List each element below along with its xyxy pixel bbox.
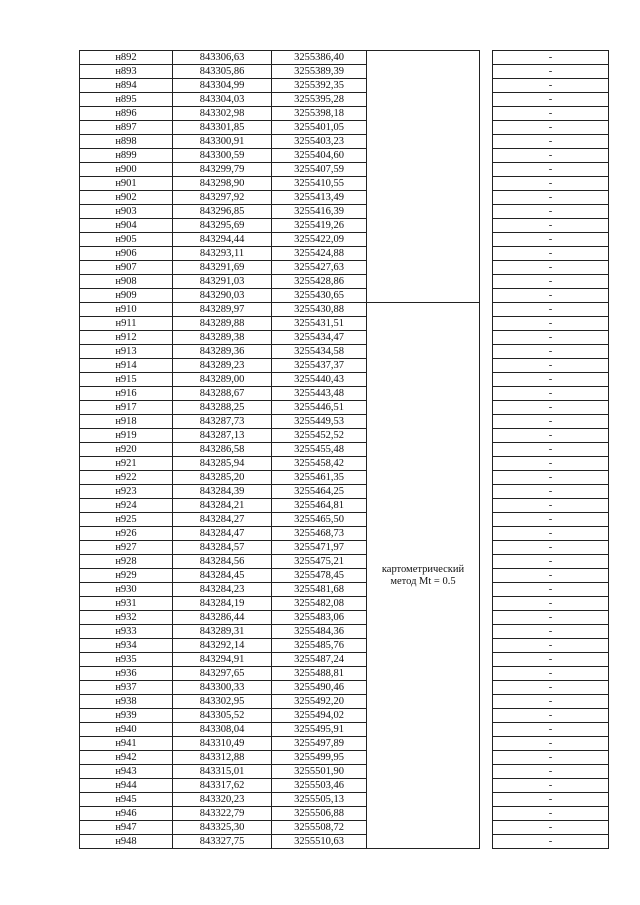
y-coordinate-cell: 3255431,51 bbox=[272, 317, 367, 331]
note-cell: - bbox=[493, 611, 609, 625]
x-coordinate-cell: 843288,25 bbox=[173, 401, 272, 415]
table-row bbox=[80, 107, 609, 121]
x-coordinate-cell: 843289,88 bbox=[173, 317, 272, 331]
table-row bbox=[80, 653, 609, 667]
point-name-cell: н897 bbox=[80, 121, 173, 135]
point-name-cell: н910 bbox=[80, 303, 173, 317]
point-name-cell: н930 bbox=[80, 583, 173, 597]
x-coordinate-cell: 843304,99 bbox=[173, 79, 272, 93]
table-row bbox=[80, 331, 609, 345]
point-name-cell: н893 bbox=[80, 65, 173, 79]
point-name-cell: н896 bbox=[80, 107, 173, 121]
x-coordinate-cell: 843286,58 bbox=[173, 443, 272, 457]
table-row bbox=[80, 471, 609, 485]
note-cell: - bbox=[493, 233, 609, 247]
x-coordinate-cell: 843293,11 bbox=[173, 247, 272, 261]
y-coordinate-cell: 3255392,35 bbox=[272, 79, 367, 93]
coordinates-table-body bbox=[80, 51, 609, 849]
y-coordinate-cell: 3255483,06 bbox=[272, 611, 367, 625]
y-coordinate-cell: 3255510,63 bbox=[272, 835, 367, 849]
note-cell: - bbox=[493, 597, 609, 611]
note-cell: - bbox=[493, 583, 609, 597]
x-coordinate-cell: 843315,01 bbox=[173, 765, 272, 779]
point-name-cell: н898 bbox=[80, 135, 173, 149]
y-coordinate-cell: 3255492,20 bbox=[272, 695, 367, 709]
y-coordinate-cell: 3255404,60 bbox=[272, 149, 367, 163]
point-name-cell: н929 bbox=[80, 569, 173, 583]
y-coordinate-cell: 3255485,76 bbox=[272, 639, 367, 653]
table-row bbox=[80, 737, 609, 751]
point-name-cell: н917 bbox=[80, 401, 173, 415]
point-name-cell: н916 bbox=[80, 387, 173, 401]
point-name-cell: н940 bbox=[80, 723, 173, 737]
point-name-cell: н937 bbox=[80, 681, 173, 695]
x-coordinate-cell: 843297,65 bbox=[173, 667, 272, 681]
x-coordinate-cell: 843289,38 bbox=[173, 331, 272, 345]
y-coordinate-cell: 3255398,18 bbox=[272, 107, 367, 121]
note-cell: - bbox=[493, 667, 609, 681]
y-coordinate-cell: 3255484,36 bbox=[272, 625, 367, 639]
table-row bbox=[80, 275, 609, 289]
x-coordinate-cell: 843284,21 bbox=[173, 499, 272, 513]
x-coordinate-cell: 843291,03 bbox=[173, 275, 272, 289]
x-coordinate-cell: 843305,86 bbox=[173, 65, 272, 79]
table-row bbox=[80, 443, 609, 457]
table-row bbox=[80, 289, 609, 303]
point-name-cell: н906 bbox=[80, 247, 173, 261]
y-coordinate-cell: 3255449,53 bbox=[272, 415, 367, 429]
note-cell: - bbox=[493, 205, 609, 219]
x-coordinate-cell: 843286,44 bbox=[173, 611, 272, 625]
y-coordinate-cell: 3255494,02 bbox=[272, 709, 367, 723]
point-name-cell: н926 bbox=[80, 527, 173, 541]
note-cell: - bbox=[493, 765, 609, 779]
table-row bbox=[80, 359, 609, 373]
point-name-cell: н945 bbox=[80, 793, 173, 807]
note-cell: - bbox=[493, 121, 609, 135]
x-coordinate-cell: 843294,91 bbox=[173, 653, 272, 667]
y-coordinate-cell: 3255501,90 bbox=[272, 765, 367, 779]
point-name-cell: н931 bbox=[80, 597, 173, 611]
note-cell: - bbox=[493, 289, 609, 303]
note-cell: - bbox=[493, 359, 609, 373]
table-row bbox=[80, 219, 609, 233]
x-coordinate-cell: 843302,98 bbox=[173, 107, 272, 121]
note-cell: - bbox=[493, 275, 609, 289]
x-coordinate-cell: 843289,97 bbox=[173, 303, 272, 317]
table-row bbox=[80, 611, 609, 625]
x-coordinate-cell: 843289,23 bbox=[173, 359, 272, 373]
table-row bbox=[80, 317, 609, 331]
point-name-cell: н912 bbox=[80, 331, 173, 345]
point-name-cell: н901 bbox=[80, 177, 173, 191]
point-name-cell: н913 bbox=[80, 345, 173, 359]
point-name-cell: н919 bbox=[80, 429, 173, 443]
y-coordinate-cell: 3255482,08 bbox=[272, 597, 367, 611]
point-name-cell: н947 bbox=[80, 821, 173, 835]
note-cell: - bbox=[493, 513, 609, 527]
note-cell: - bbox=[493, 681, 609, 695]
table-row bbox=[80, 569, 609, 583]
column-gap bbox=[480, 51, 493, 849]
note-cell: - bbox=[493, 625, 609, 639]
note-cell: - bbox=[493, 569, 609, 583]
y-coordinate-cell: 3255455,48 bbox=[272, 443, 367, 457]
point-name-cell: н894 bbox=[80, 79, 173, 93]
table-row bbox=[80, 205, 609, 219]
y-coordinate-cell: 3255471,97 bbox=[272, 541, 367, 555]
point-name-cell: н920 bbox=[80, 443, 173, 457]
table-row bbox=[80, 807, 609, 821]
table-row bbox=[80, 499, 609, 513]
point-name-cell: н904 bbox=[80, 219, 173, 233]
note-cell: - bbox=[493, 457, 609, 471]
note-cell: - bbox=[493, 65, 609, 79]
note-cell: - bbox=[493, 793, 609, 807]
method-cell bbox=[367, 303, 480, 849]
point-name-cell: н892 bbox=[80, 51, 173, 65]
y-coordinate-cell: 3255508,72 bbox=[272, 821, 367, 835]
note-cell: - bbox=[493, 541, 609, 555]
x-coordinate-cell: 843302,95 bbox=[173, 695, 272, 709]
x-coordinate-cell: 843284,56 bbox=[173, 555, 272, 569]
x-coordinate-cell: 843291,69 bbox=[173, 261, 272, 275]
note-cell: - bbox=[493, 79, 609, 93]
point-name-cell: н934 bbox=[80, 639, 173, 653]
x-coordinate-cell: 843300,91 bbox=[173, 135, 272, 149]
x-coordinate-cell: 843285,94 bbox=[173, 457, 272, 471]
table-row bbox=[80, 415, 609, 429]
note-cell: - bbox=[493, 499, 609, 513]
method-cell-blank bbox=[367, 51, 480, 303]
y-coordinate-cell: 3255446,51 bbox=[272, 401, 367, 415]
y-coordinate-cell: 3255487,24 bbox=[272, 653, 367, 667]
y-coordinate-cell: 3255434,47 bbox=[272, 331, 367, 345]
x-coordinate-cell: 843295,69 bbox=[173, 219, 272, 233]
note-cell: - bbox=[493, 471, 609, 485]
point-name-cell: н933 bbox=[80, 625, 173, 639]
y-coordinate-cell: 3255503,46 bbox=[272, 779, 367, 793]
table-row bbox=[80, 387, 609, 401]
note-cell: - bbox=[493, 723, 609, 737]
table-row bbox=[80, 345, 609, 359]
x-coordinate-cell: 843320,23 bbox=[173, 793, 272, 807]
x-coordinate-cell: 843322,79 bbox=[173, 807, 272, 821]
x-coordinate-cell: 843284,47 bbox=[173, 527, 272, 541]
y-coordinate-cell: 3255427,63 bbox=[272, 261, 367, 275]
x-coordinate-cell: 843296,85 bbox=[173, 205, 272, 219]
point-name-cell: н938 bbox=[80, 695, 173, 709]
note-cell: - bbox=[493, 107, 609, 121]
note-cell: - bbox=[493, 135, 609, 149]
x-coordinate-cell: 843289,31 bbox=[173, 625, 272, 639]
x-coordinate-cell: 843300,59 bbox=[173, 149, 272, 163]
point-name-cell: н895 bbox=[80, 93, 173, 107]
x-coordinate-cell: 843284,39 bbox=[173, 485, 272, 499]
point-name-cell: н921 bbox=[80, 457, 173, 471]
y-coordinate-cell: 3255478,45 bbox=[272, 569, 367, 583]
y-coordinate-cell: 3255430,88 bbox=[272, 303, 367, 317]
x-coordinate-cell: 843306,63 bbox=[173, 51, 272, 65]
x-coordinate-cell: 843284,57 bbox=[173, 541, 272, 555]
table-row bbox=[80, 401, 609, 415]
x-coordinate-cell: 843287,73 bbox=[173, 415, 272, 429]
note-cell: - bbox=[493, 695, 609, 709]
y-coordinate-cell: 3255465,50 bbox=[272, 513, 367, 527]
table-row bbox=[80, 681, 609, 695]
table-row bbox=[80, 163, 609, 177]
y-coordinate-cell: 3255424,88 bbox=[272, 247, 367, 261]
y-coordinate-cell: 3255389,39 bbox=[272, 65, 367, 79]
table-row bbox=[80, 765, 609, 779]
y-coordinate-cell: 3255410,55 bbox=[272, 177, 367, 191]
x-coordinate-cell: 843289,36 bbox=[173, 345, 272, 359]
point-name-cell: н924 bbox=[80, 499, 173, 513]
y-coordinate-cell: 3255407,59 bbox=[272, 163, 367, 177]
note-cell: - bbox=[493, 821, 609, 835]
note-cell: - bbox=[493, 737, 609, 751]
note-cell: - bbox=[493, 51, 609, 65]
y-coordinate-cell: 3255430,65 bbox=[272, 289, 367, 303]
x-coordinate-cell: 843325,30 bbox=[173, 821, 272, 835]
point-name-cell: н925 bbox=[80, 513, 173, 527]
x-coordinate-cell: 843305,52 bbox=[173, 709, 272, 723]
note-cell: - bbox=[493, 527, 609, 541]
point-name-cell: н939 bbox=[80, 709, 173, 723]
y-coordinate-cell: 3255481,68 bbox=[272, 583, 367, 597]
x-coordinate-cell: 843297,92 bbox=[173, 191, 272, 205]
coordinates-table bbox=[79, 50, 609, 849]
note-cell: - bbox=[493, 653, 609, 667]
table-row bbox=[80, 555, 609, 569]
note-cell: - bbox=[493, 401, 609, 415]
note-cell: - bbox=[493, 191, 609, 205]
point-name-cell: н944 bbox=[80, 779, 173, 793]
method-accuracy-text: метод Mt = 0.5 bbox=[390, 575, 456, 587]
point-name-cell: н915 bbox=[80, 373, 173, 387]
note-cell: - bbox=[493, 639, 609, 653]
x-coordinate-cell: 843284,45 bbox=[173, 569, 272, 583]
x-coordinate-cell: 843294,44 bbox=[173, 233, 272, 247]
x-coordinate-cell: 843285,20 bbox=[173, 471, 272, 485]
note-cell: - bbox=[493, 429, 609, 443]
note-cell: - bbox=[493, 149, 609, 163]
x-coordinate-cell: 843290,03 bbox=[173, 289, 272, 303]
table-row bbox=[80, 373, 609, 387]
y-coordinate-cell: 3255490,46 bbox=[272, 681, 367, 695]
point-name-cell: н943 bbox=[80, 765, 173, 779]
coordinates-sheet bbox=[79, 50, 602, 849]
point-name-cell: н899 bbox=[80, 149, 173, 163]
note-cell: - bbox=[493, 93, 609, 107]
table-row bbox=[80, 191, 609, 205]
y-coordinate-cell: 3255495,91 bbox=[272, 723, 367, 737]
note-cell: - bbox=[493, 163, 609, 177]
note-cell: - bbox=[493, 331, 609, 345]
table-row bbox=[80, 779, 609, 793]
note-cell: - bbox=[493, 177, 609, 191]
point-name-cell: н908 bbox=[80, 275, 173, 289]
y-coordinate-cell: 3255413,49 bbox=[272, 191, 367, 205]
point-name-cell: н932 bbox=[80, 611, 173, 625]
table-row bbox=[80, 695, 609, 709]
y-coordinate-cell: 3255428,86 bbox=[272, 275, 367, 289]
table-row bbox=[80, 835, 609, 849]
y-coordinate-cell: 3255437,37 bbox=[272, 359, 367, 373]
x-coordinate-cell: 843300,33 bbox=[173, 681, 272, 695]
table-row bbox=[80, 135, 609, 149]
point-name-cell: н918 bbox=[80, 415, 173, 429]
note-cell: - bbox=[493, 835, 609, 849]
note-cell: - bbox=[493, 387, 609, 401]
y-coordinate-cell: 3255403,23 bbox=[272, 135, 367, 149]
note-cell: - bbox=[493, 303, 609, 317]
x-coordinate-cell: 843299,79 bbox=[173, 163, 272, 177]
table-row bbox=[80, 709, 609, 723]
table-row bbox=[80, 667, 609, 681]
table-row bbox=[80, 303, 609, 317]
table-row bbox=[80, 485, 609, 499]
table-row bbox=[80, 625, 609, 639]
y-coordinate-cell: 3255461,35 bbox=[272, 471, 367, 485]
point-name-cell: н900 bbox=[80, 163, 173, 177]
y-coordinate-cell: 3255464,25 bbox=[272, 485, 367, 499]
note-cell: - bbox=[493, 317, 609, 331]
point-name-cell: н902 bbox=[80, 191, 173, 205]
y-coordinate-cell: 3255499,95 bbox=[272, 751, 367, 765]
point-name-cell: н935 bbox=[80, 653, 173, 667]
point-name-cell: н946 bbox=[80, 807, 173, 821]
x-coordinate-cell: 843298,90 bbox=[173, 177, 272, 191]
table-row bbox=[80, 639, 609, 653]
x-coordinate-cell: 843287,13 bbox=[173, 429, 272, 443]
note-cell: - bbox=[493, 709, 609, 723]
y-coordinate-cell: 3255386,40 bbox=[272, 51, 367, 65]
point-name-cell: н905 bbox=[80, 233, 173, 247]
table-row bbox=[80, 457, 609, 471]
table-row bbox=[80, 513, 609, 527]
table-row bbox=[80, 723, 609, 737]
table-row bbox=[80, 177, 609, 191]
x-coordinate-cell: 843327,75 bbox=[173, 835, 272, 849]
note-cell: - bbox=[493, 779, 609, 793]
table-row bbox=[80, 541, 609, 555]
table-row bbox=[80, 527, 609, 541]
table-row bbox=[80, 583, 609, 597]
x-coordinate-cell: 843312,88 bbox=[173, 751, 272, 765]
x-coordinate-cell: 843289,00 bbox=[173, 373, 272, 387]
table-row bbox=[80, 65, 609, 79]
note-cell: - bbox=[493, 807, 609, 821]
x-coordinate-cell: 843301,85 bbox=[173, 121, 272, 135]
x-coordinate-cell: 843284,19 bbox=[173, 597, 272, 611]
table-row bbox=[80, 261, 609, 275]
table-row bbox=[80, 149, 609, 163]
point-name-cell: н903 bbox=[80, 205, 173, 219]
y-coordinate-cell: 3255434,58 bbox=[272, 345, 367, 359]
y-coordinate-cell: 3255475,21 bbox=[272, 555, 367, 569]
table-row bbox=[80, 821, 609, 835]
table-row bbox=[80, 79, 609, 93]
x-coordinate-cell: 843292,14 bbox=[173, 639, 272, 653]
point-name-cell: н922 bbox=[80, 471, 173, 485]
y-coordinate-cell: 3255458,42 bbox=[272, 457, 367, 471]
y-coordinate-cell: 3255401,05 bbox=[272, 121, 367, 135]
note-cell: - bbox=[493, 373, 609, 387]
y-coordinate-cell: 3255506,88 bbox=[272, 807, 367, 821]
table-row bbox=[80, 51, 609, 65]
point-name-cell: н914 bbox=[80, 359, 173, 373]
point-name-cell: н942 bbox=[80, 751, 173, 765]
x-coordinate-cell: 843288,67 bbox=[173, 387, 272, 401]
y-coordinate-cell: 3255422,09 bbox=[272, 233, 367, 247]
y-coordinate-cell: 3255395,28 bbox=[272, 93, 367, 107]
y-coordinate-cell: 3255505,13 bbox=[272, 793, 367, 807]
point-name-cell: н928 bbox=[80, 555, 173, 569]
note-cell: - bbox=[493, 261, 609, 275]
note-cell: - bbox=[493, 219, 609, 233]
table-row bbox=[80, 429, 609, 443]
point-name-cell: н907 bbox=[80, 261, 173, 275]
point-name-cell: н909 bbox=[80, 289, 173, 303]
x-coordinate-cell: 843310,49 bbox=[173, 737, 272, 751]
note-cell: - bbox=[493, 555, 609, 569]
x-coordinate-cell: 843304,03 bbox=[173, 93, 272, 107]
x-coordinate-cell: 843317,62 bbox=[173, 779, 272, 793]
y-coordinate-cell: 3255419,26 bbox=[272, 219, 367, 233]
y-coordinate-cell: 3255464,81 bbox=[272, 499, 367, 513]
y-coordinate-cell: 3255440,43 bbox=[272, 373, 367, 387]
table-row bbox=[80, 793, 609, 807]
x-coordinate-cell: 843308,04 bbox=[173, 723, 272, 737]
table-row bbox=[80, 233, 609, 247]
y-coordinate-cell: 3255497,89 bbox=[272, 737, 367, 751]
note-cell: - bbox=[493, 247, 609, 261]
x-coordinate-cell: 843284,27 bbox=[173, 513, 272, 527]
point-name-cell: н923 bbox=[80, 485, 173, 499]
x-coordinate-cell: 843284,23 bbox=[173, 583, 272, 597]
y-coordinate-cell: 3255468,73 bbox=[272, 527, 367, 541]
point-name-cell: н936 bbox=[80, 667, 173, 681]
table-row bbox=[80, 751, 609, 765]
table-row bbox=[80, 121, 609, 135]
y-coordinate-cell: 3255443,48 bbox=[272, 387, 367, 401]
note-cell: - bbox=[493, 415, 609, 429]
note-cell: - bbox=[493, 485, 609, 499]
table-row bbox=[80, 247, 609, 261]
point-name-cell: н927 bbox=[80, 541, 173, 555]
y-coordinate-cell: 3255488,81 bbox=[272, 667, 367, 681]
note-cell: - bbox=[493, 751, 609, 765]
y-coordinate-cell: 3255416,39 bbox=[272, 205, 367, 219]
y-coordinate-cell: 3255452,52 bbox=[272, 429, 367, 443]
point-name-cell: н911 bbox=[80, 317, 173, 331]
table-row bbox=[80, 597, 609, 611]
point-name-cell: н941 bbox=[80, 737, 173, 751]
method-name-text: картометрический bbox=[381, 563, 465, 575]
note-cell: - bbox=[493, 345, 609, 359]
point-name-cell: н948 bbox=[80, 835, 173, 849]
table-row bbox=[80, 93, 609, 107]
note-cell: - bbox=[493, 443, 609, 457]
